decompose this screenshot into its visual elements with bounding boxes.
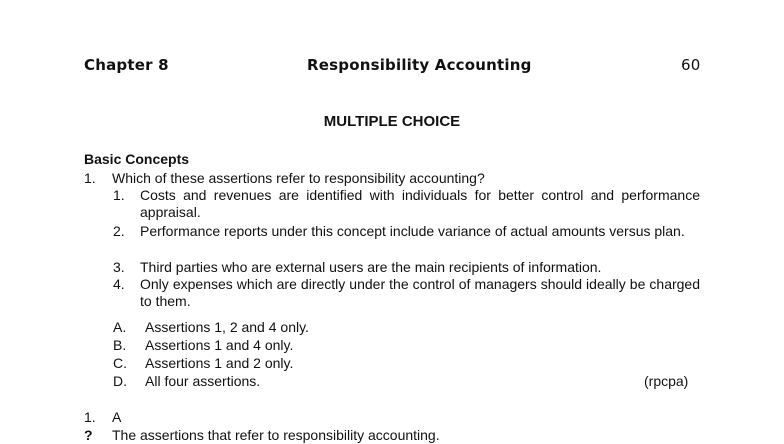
answer-letter: A (112, 409, 122, 425)
question-number: 1. (84, 170, 96, 186)
assertion-text: Third parties who are external users are the main recipients of information. (140, 259, 602, 275)
page-number: 60 (681, 56, 701, 74)
question-text: Which of these assertions refer to responsibility accounting? (112, 170, 485, 186)
choice-letter: C. (113, 355, 127, 371)
assertion-text: Costs and revenues are identified with individuals for better control and performance appraisal. (140, 187, 700, 220)
choice-letter: D. (113, 373, 127, 389)
answer-number: 1. (84, 409, 96, 425)
explanation-marker: ? (84, 427, 93, 443)
chapter-title: Responsibility Accounting (307, 56, 532, 74)
section-title (0, 113, 784, 130)
choice-text: Assertions 1, 2 and 4 only. (145, 319, 309, 335)
choice-letter: A. (113, 319, 127, 335)
assertion-number: 3. (113, 259, 125, 275)
choice-text: Assertions 1 and 2 only. (145, 355, 294, 371)
choice-text: Assertions 1 and 4 only. (145, 337, 294, 353)
choice-text: All four assertions. (145, 373, 261, 389)
assertion-number: 2. (113, 223, 125, 239)
assertion-number: 1. (113, 187, 125, 203)
section-title-text: MULTIPLE CHOICE (323, 113, 461, 130)
subsection-heading: Basic Concepts (84, 151, 190, 167)
answer-explanation: The assertions that refer to responsibility accounting. (112, 427, 440, 443)
assertion-text: Only expenses which are directly under the control of managers should ideally be charged to them. (140, 276, 700, 309)
source-tag: (rpcpa) (644, 373, 689, 389)
assertion-number: 4. (113, 276, 125, 292)
assertion-text: Performance reports under this concept include variance of actual amounts versus plan. (140, 223, 685, 239)
chapter-label: Chapter 8 (84, 56, 169, 74)
choice-letter: B. (113, 337, 127, 353)
